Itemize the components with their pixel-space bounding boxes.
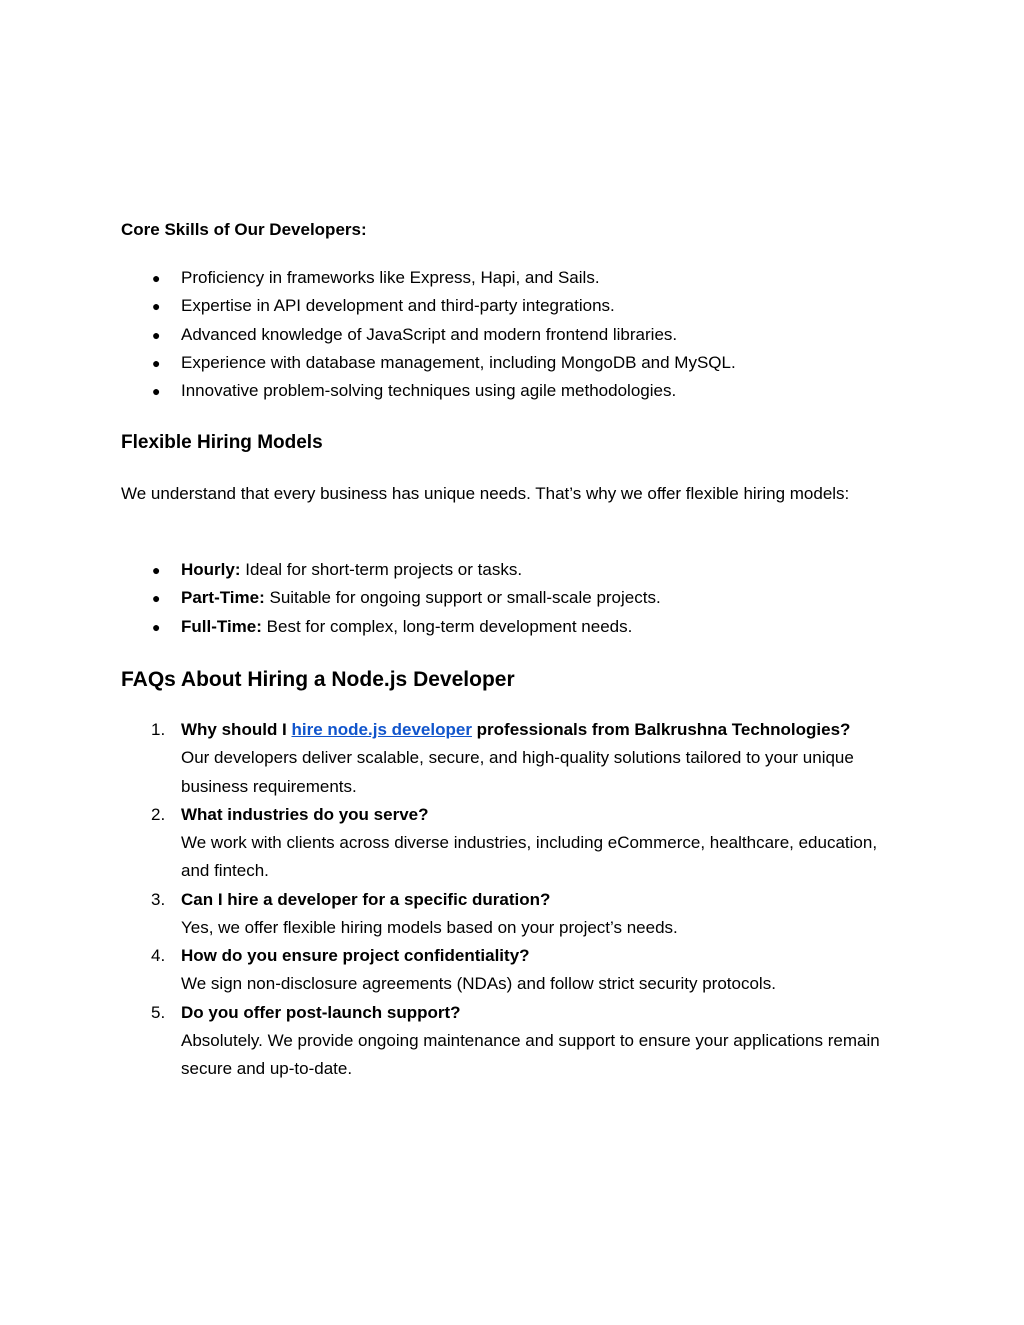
list-item: [121, 584, 901, 612]
core-skills-title: Core Skills of Our Developers:: [121, 220, 367, 239]
model-label: Part-Time:: [181, 588, 265, 608]
bullet-icon: ●: [152, 298, 161, 315]
faq-question: Can I hire a developer for a specific duration?: [181, 889, 551, 909]
faq-item: [121, 716, 901, 801]
list-item-text: Innovative problem-solving techniques using agile methodologies.: [181, 381, 677, 400]
hiring-models-list: [121, 556, 901, 641]
faq-number: 5.: [151, 1002, 166, 1022]
bullet-icon: ●: [152, 326, 161, 343]
faq-question-prefix: Why should I: [181, 720, 292, 739]
bullet-icon: ●: [152, 383, 161, 399]
bullet-icon: ●: [152, 590, 161, 607]
faq-answer: We work with clients across diverse industries, including eCommerce, healthcare, education, and fintech.: [181, 833, 878, 881]
bullet-icon: ●: [152, 562, 161, 578]
list-item-text: Advanced knowledge of JavaScript and modern frontend libraries.: [181, 324, 678, 344]
bullet-icon: ●: [152, 618, 161, 635]
faq-heading: FAQs About Hiring a Node.js Developer: [121, 668, 515, 691]
faq-question: Do you offer post-launch support?: [181, 1002, 461, 1022]
list-item: [121, 377, 901, 405]
list-item: [121, 349, 901, 377]
model-label: Hourly:: [181, 560, 241, 579]
list-item: [121, 321, 901, 349]
faq-item: [121, 999, 901, 1084]
faq-item: [121, 801, 901, 886]
faq-answer: Our developers deliver scalable, secure, and high-quality solutions tailored to your unique business requirements.: [181, 748, 854, 796]
list-item: [121, 292, 901, 320]
bullet-icon: ●: [152, 270, 161, 286]
faq-number: 2.: [151, 804, 166, 824]
list-item-text: Experience with database management, including MongoDB and MySQL.: [181, 352, 736, 372]
list-item: [121, 613, 901, 641]
faq-question: [181, 716, 901, 744]
list-item-text: Proficiency in frameworks like Express, Hapi, and Sails.: [181, 268, 600, 287]
faq-number: 4.: [151, 946, 166, 965]
hiring-models-intro: We understand that every business has unique needs. That’s why we offer flexible hiring models:: [121, 484, 850, 503]
hire-nodejs-developer-link[interactable]: hire node.js developer: [291, 720, 472, 739]
faq-question-suffix: professionals from Balkrushna Technologies?: [471, 720, 851, 739]
faq-answer: We sign non-disclosure agreements (NDAs) and follow strict security protocols.: [181, 974, 776, 994]
list-item-text: Expertise in API development and third-party integrations.: [181, 296, 615, 316]
faq-question: How do you ensure project confidentiality?: [181, 946, 530, 965]
model-label: Full-Time:: [181, 616, 262, 636]
faq-answer: Absolutely. We provide ongoing maintenance and support to ensure your applications remain secure and up-to-date.: [181, 1030, 880, 1078]
hiring-models-heading: Flexible Hiring Models: [121, 432, 323, 453]
faq-question: What industries do you serve?: [181, 804, 429, 824]
model-text: Ideal for short-term projects or tasks.: [240, 560, 523, 579]
faq-item: [121, 942, 901, 999]
model-text: Best for complex, long-term development needs.: [261, 616, 633, 636]
faq-answer: Yes, we offer flexible hiring models based on your project’s needs.: [181, 917, 678, 937]
model-text: Suitable for ongoing support or small-scale projects.: [264, 588, 661, 608]
faq-number: 1.: [151, 720, 166, 739]
list-item: [121, 556, 901, 584]
core-skills-list: [121, 264, 901, 405]
faq-list: [121, 716, 901, 1083]
list-item: [121, 264, 901, 292]
faq-item: [121, 886, 901, 943]
bullet-icon: ●: [152, 354, 161, 371]
faq-number: 3.: [151, 889, 166, 909]
